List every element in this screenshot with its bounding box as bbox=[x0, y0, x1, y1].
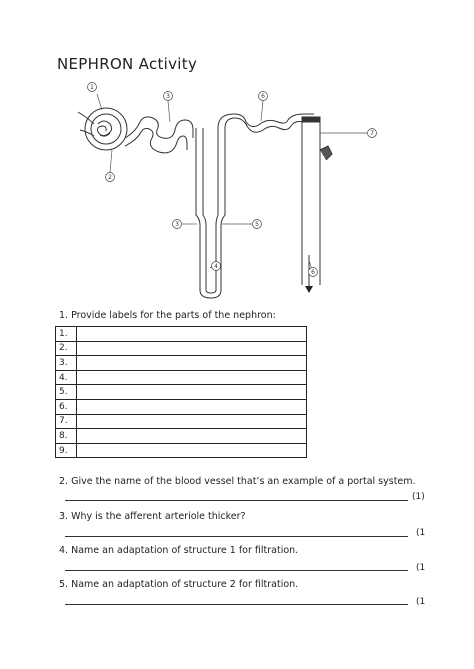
collecting-duct-branch bbox=[320, 146, 332, 160]
table-row bbox=[56, 399, 307, 414]
row-number: 5. bbox=[56, 385, 77, 400]
loop-of-henle-bottom bbox=[200, 290, 221, 298]
marks-2: (1) bbox=[412, 492, 425, 502]
marker-5: 5 bbox=[255, 221, 259, 228]
proximal-tubule-inner bbox=[125, 128, 187, 152]
marks-3: (1 bbox=[416, 528, 426, 538]
question-2: 2. Give the name of the blood vessel that’s an example of a portal system. bbox=[59, 476, 416, 487]
row-number: 6. bbox=[56, 399, 77, 414]
question-1: 1. Provide labels for the parts of the nephron: bbox=[59, 310, 276, 321]
row-number: 1. bbox=[56, 327, 77, 342]
row-number: 8. bbox=[56, 429, 77, 444]
label-answer-cell[interactable] bbox=[77, 429, 307, 444]
label-answer-cell[interactable] bbox=[77, 443, 307, 458]
marker-3a: 3 bbox=[166, 93, 170, 100]
label-table bbox=[55, 326, 307, 458]
nephron-diagram bbox=[0, 80, 474, 310]
question-5: 5. Name an adaptation of structure 2 for filtration. bbox=[59, 579, 299, 590]
row-number: 7. bbox=[56, 414, 77, 429]
marks-5: (1 bbox=[416, 597, 426, 607]
table-row bbox=[56, 341, 307, 356]
answer-line-2[interactable] bbox=[65, 500, 408, 501]
descending-limb-outer bbox=[196, 128, 200, 290]
label-answer-cell[interactable] bbox=[77, 356, 307, 371]
row-number: 3. bbox=[56, 356, 77, 371]
distal-tubule-inner bbox=[218, 114, 314, 128]
marker-7: 7 bbox=[370, 130, 374, 137]
marks-4: (1 bbox=[416, 563, 426, 573]
label-answer-cell[interactable] bbox=[77, 327, 307, 342]
question-4: 4. Name an adaptation of structure 1 for filtration. bbox=[59, 545, 299, 556]
page-title: NEPHRON Activity bbox=[57, 55, 198, 73]
flow-arrow-head bbox=[305, 286, 313, 293]
table-row bbox=[56, 385, 307, 400]
ascending-limb-outer bbox=[221, 128, 225, 290]
answer-line-3[interactable] bbox=[65, 536, 408, 537]
table-row bbox=[56, 443, 307, 458]
label-answer-cell[interactable] bbox=[77, 399, 307, 414]
marker-1: 1 bbox=[90, 84, 94, 91]
marker-6b: 6 bbox=[311, 269, 315, 276]
label-answer-cell[interactable] bbox=[77, 341, 307, 356]
marker-4: 4 bbox=[214, 263, 218, 270]
question-3: 3. Why is the afferent arteriole thicker? bbox=[59, 511, 246, 522]
table-row bbox=[56, 429, 307, 444]
label-answer-cell[interactable] bbox=[77, 414, 307, 429]
proximal-tubule-outer bbox=[125, 117, 193, 138]
answer-line-4[interactable] bbox=[65, 570, 408, 571]
marker-2: 2 bbox=[108, 174, 112, 181]
marker-6a: 6 bbox=[261, 93, 265, 100]
row-number: 9. bbox=[56, 443, 77, 458]
label-answer-cell[interactable] bbox=[77, 385, 307, 400]
descending-limb-inner bbox=[203, 128, 206, 290]
table-row bbox=[56, 414, 307, 429]
table-row bbox=[56, 327, 307, 342]
collecting-duct-cap bbox=[302, 117, 320, 122]
marker-3b: 3 bbox=[175, 221, 179, 228]
row-number: 2. bbox=[56, 341, 77, 356]
table-row bbox=[56, 370, 307, 385]
table-row bbox=[56, 356, 307, 371]
label-answer-cell[interactable] bbox=[77, 370, 307, 385]
answer-line-5[interactable] bbox=[65, 604, 408, 605]
row-number: 4. bbox=[56, 370, 77, 385]
